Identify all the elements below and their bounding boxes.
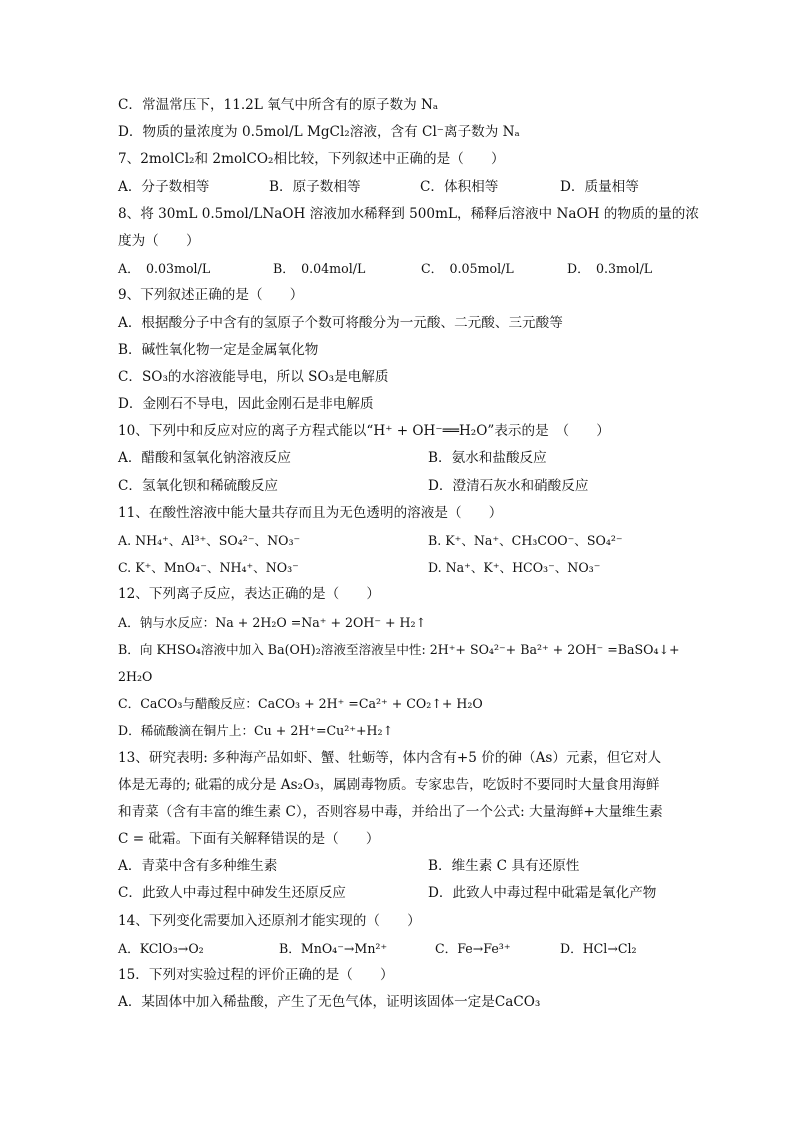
option-d: D．质量相等 <box>560 178 639 195</box>
question-8: 8、将 30mL 0.5mol/LNaOH 溶液加水稀释到 500mL，稀释后溶液中 NaOH 的物质的量的浓 <box>118 205 699 222</box>
option-c: C． 0.05mol/L <box>421 261 514 277</box>
question-11-options-ab <box>118 527 678 554</box>
option-a: A．钠与水反应：Na + 2H₂O =Na⁺ + 2OH⁻ + H₂↑ <box>118 614 427 630</box>
option-c: C．CaCO₃与醋酸反应：CaCO₃ + 2H⁺ =Ca²⁺ + CO₂↑+ H₂O <box>118 696 483 712</box>
option-a: A．青菜中含有多种维生素 <box>118 858 278 875</box>
option-line: C．常温常压下，11.2L 氧气中所含有的原子数为 Nₐ <box>118 97 439 113</box>
question-7-options <box>118 174 678 201</box>
option-d: D．澄清石灰水和硝酸反应 <box>428 477 589 494</box>
question-13-cont: C = 砒霜。下面有关解释错误的是（ ） <box>118 831 380 848</box>
option-a: A．根据酸分子中含有的氢原子个数可将酸分为一元酸、二元酸、三元酸等 <box>118 314 563 331</box>
question-13-cont: 和青菜（含有丰富的维生素 C），否则容易中毒，并给出了一个公式: 大量海鲜+大量维生素 <box>118 803 663 820</box>
option-d: D．金刚石不导电，因此金刚石是非电解质 <box>118 396 374 413</box>
option-b-cont: 2H₂O <box>118 668 153 684</box>
option-d: D．稀硫酸滴在铜片上：Cu + 2H⁺=Cu²⁺+H₂↑ <box>118 723 394 739</box>
option-a: A. NH₄⁺、Al³⁺、SO₄²⁻、NO₃⁻ <box>118 533 301 548</box>
question-13-options-cd <box>118 880 678 907</box>
option-d: D． 0.3mol/L <box>567 261 653 277</box>
question-10-options-ab <box>118 445 678 472</box>
option-a: A．醋酸和氢氧化钠溶液反应 <box>118 450 291 467</box>
option-b: B．向 KHSO₄溶液中加入 Ba(OH)₂溶液至溶液呈中性: 2H⁺+ SO₄²⁻+ Ba²⁺ + 2OH⁻ =BaSO₄↓+ <box>118 641 680 657</box>
option-c: C．Fe→Fe³⁺ <box>435 940 511 956</box>
option-b: B． 0.04mol/L <box>273 261 366 277</box>
option-c: C. K⁺、MnO₄⁻、NH₄⁺、NO₃⁻ <box>118 560 299 576</box>
option-b: B．碱性氧化物一定是金属氧化物 <box>118 341 319 358</box>
question-13-cont: 体是无毒的; 砒霜的成分是 As₂O₃，属剧毒物质。专家忠告，吃饭时不要同时大量食用海鲜 <box>118 776 660 793</box>
option-a: A． 0.03mol/L <box>118 261 211 277</box>
question-11-options-cd <box>118 554 678 581</box>
question-10: 10、下列中和反应对应的离子方程式能以“H⁺ + OH⁻══H₂O”表示的是 （ ） <box>118 423 610 440</box>
question-13: 13、研究表明: 多种海产品如虾、蟹、牡蛎等，体内含有+5 价的砷（As）元素，但它对人 <box>118 749 662 766</box>
question-11: 11、在酸性溶液中能大量共存而且为无色透明的溶液是（ ） <box>118 504 503 521</box>
question-14: 14、下列变化需要加入还原剂才能实现的（ ） <box>118 912 421 929</box>
option-c: C．体积相等 <box>420 178 499 195</box>
question-7: 7、2molCl₂和 2molCO₂相比较，下列叙述中正确的是（ ） <box>118 151 505 168</box>
option-d: D. Na⁺、K⁺、HCO₃⁻、NO₃⁻ <box>428 560 601 576</box>
option-d: D．HCl→Cl₂ <box>560 940 637 956</box>
option-c: C．此致人中毒过程中砷发生还原反应 <box>118 885 346 902</box>
option-b: B．氨水和盐酸反应 <box>428 450 547 467</box>
option-a: A．分子数相等 <box>118 178 210 195</box>
option-d: D．此致人中毒过程中砒霜是氧化产物 <box>428 885 657 902</box>
option-c: C．氢氧化钡和稀硫酸反应 <box>118 477 278 494</box>
option-b: B．原子数相等 <box>269 178 361 195</box>
option-line: D．物质的量浓度为 0.5mol/L MgCl₂溶液，含有 Cl⁻离子数为 Nₐ <box>118 124 520 141</box>
option-b: B．MnO₄⁻→Mn²⁺ <box>279 940 388 956</box>
question-10-options-cd <box>118 473 678 500</box>
option-a: A．某固体中加入稀盐酸，产生了无色气体，证明该固体一定是CaCO₃ <box>118 994 541 1011</box>
question-9: 9、下列叙述正确的是（ ） <box>118 287 304 304</box>
option-c: C．SO₃的水溶液能导电，所以 SO₃是电解质 <box>118 368 389 385</box>
question-12: 12、下列离子反应，表达正确的是（ ） <box>118 586 380 603</box>
option-b: B．维生素 C 具有还原性 <box>428 858 580 875</box>
option-b: B. K⁺、Na⁺、CH₃COO⁻、SO₄²⁻ <box>428 533 623 548</box>
question-body <box>118 92 699 1016</box>
question-15: 15．下列对实验过程的评价正确的是（ ） <box>118 967 394 983</box>
question-8-cont: 度为（ ） <box>118 232 200 249</box>
option-a: A．KClO₃→O₂ <box>118 940 204 956</box>
question-14-options <box>118 935 678 962</box>
question-13-options-ab <box>118 853 678 880</box>
question-8-options <box>118 255 678 282</box>
